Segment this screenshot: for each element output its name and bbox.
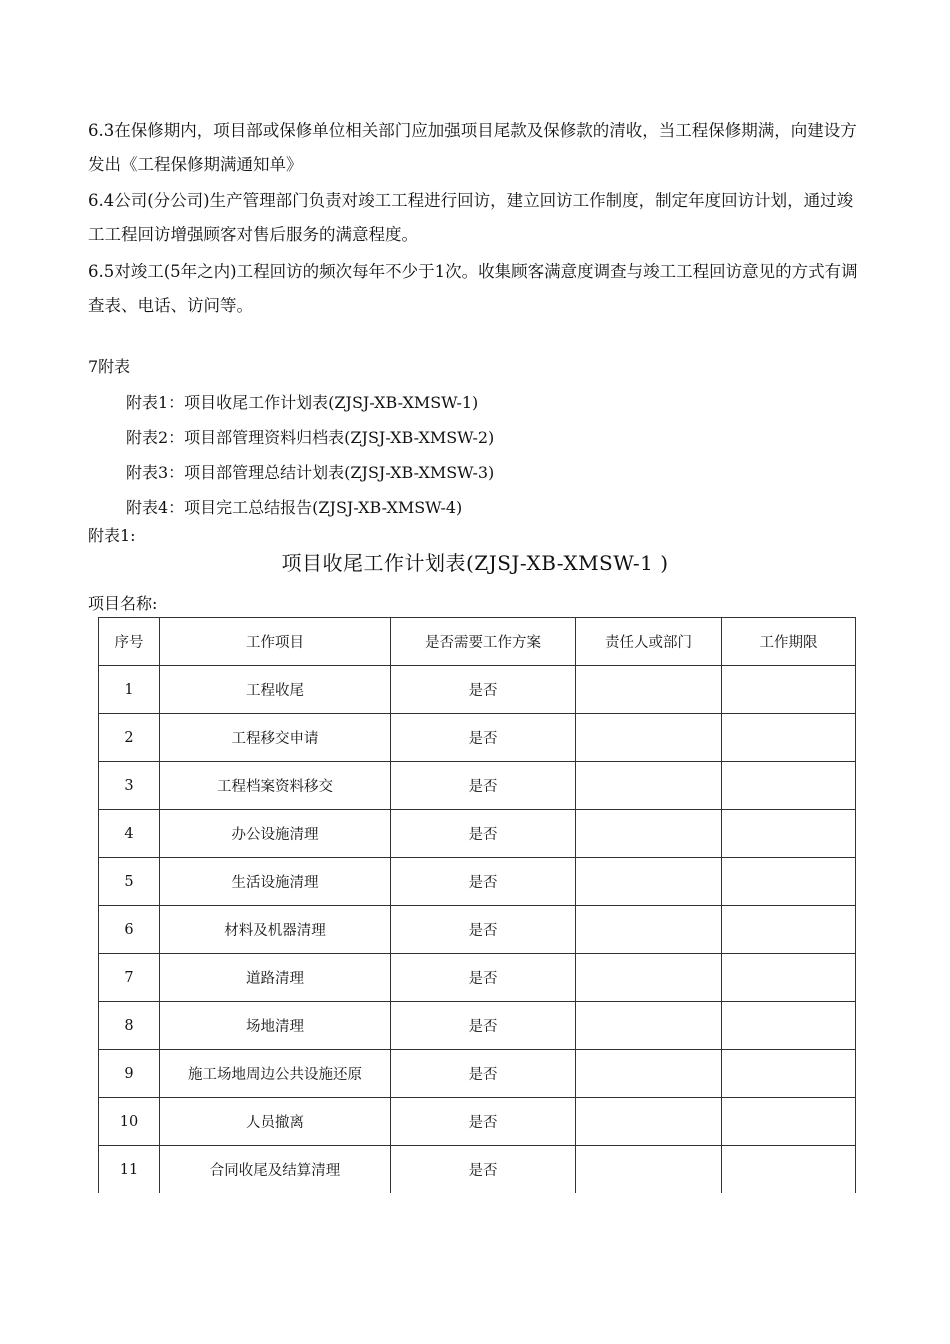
- cell-deadline: [722, 954, 856, 1002]
- cell-deadline: [722, 1146, 856, 1194]
- table-row: [99, 1050, 856, 1098]
- paragraph-6-5: 6.5对竣工(5年之内)工程回访的频次每年不少于1次。收集顾客满意度调查与竣工工程回访意见的方式有调查表、电话、访问等。: [88, 262, 858, 315]
- cell-index: 1: [99, 666, 160, 714]
- cell-responsible: [576, 906, 722, 954]
- cell-task: 工程移交申请: [160, 714, 391, 762]
- cell-task: 合同收尾及结算清理: [160, 1146, 391, 1194]
- cell-plan-required: 是否: [391, 810, 576, 858]
- cell-task: 施工场地周边公共设施还原: [160, 1050, 391, 1098]
- table-row: [99, 714, 856, 762]
- table-row: [99, 666, 856, 714]
- appendix-list-item: 附表2：项目部管理资料归档表(ZJSJ-XB-XMSW-2): [126, 428, 495, 447]
- cell-deadline: [722, 858, 856, 906]
- cell-responsible: [576, 666, 722, 714]
- header-cell-responsible: 责任人或部门: [576, 618, 722, 666]
- cell-task: 材料及机器清理: [160, 906, 391, 954]
- cell-responsible: [576, 1050, 722, 1098]
- cell-deadline: [722, 762, 856, 810]
- cell-index: 10: [99, 1098, 160, 1146]
- table-row: [99, 762, 856, 810]
- cell-task: 工程收尾: [160, 666, 391, 714]
- table-row: [99, 1098, 856, 1146]
- header-cell-plan-required: 是否需要工作方案: [391, 618, 576, 666]
- header-cell-deadline: 工作期限: [722, 618, 856, 666]
- table-row: [99, 1146, 856, 1194]
- appendix-list-item: 附表3：项目部管理总结计划表(ZJSJ-XB-XMSW-3): [126, 463, 495, 482]
- appendix-label: 附表1:: [88, 526, 136, 545]
- appendix-list-item: 附表1：项目收尾工作计划表(ZJSJ-XB-XMSW-1): [126, 393, 479, 412]
- cell-plan-required: 是否: [391, 714, 576, 762]
- table-row: [99, 906, 856, 954]
- cell-plan-required: 是否: [391, 1098, 576, 1146]
- table-row: [99, 858, 856, 906]
- cell-deadline: [722, 1098, 856, 1146]
- cell-responsible: [576, 810, 722, 858]
- table-row: [99, 954, 856, 1002]
- cell-plan-required: 是否: [391, 1146, 576, 1194]
- table-title: 项目收尾工作计划表(ZJSJ-XB-XMSW-1 ): [281, 551, 669, 575]
- cell-responsible: [576, 858, 722, 906]
- cell-task: 工程档案资料移交: [160, 762, 391, 810]
- cell-plan-required: 是否: [391, 858, 576, 906]
- cell-plan-required: 是否: [391, 1050, 576, 1098]
- paragraph-6-3: 6.3在保修期内，项目部或保修单位相关部门应加强项目尾款及保修款的清收，当工程保修期满，向建设方发出《工程保修期满通知单》: [88, 121, 857, 174]
- project-name-label: 项目名称:: [88, 594, 158, 613]
- cell-deadline: [722, 810, 856, 858]
- cell-deadline: [722, 1050, 856, 1098]
- section-7-heading: 7附表: [88, 357, 131, 376]
- header-cell-task: 工作项目: [160, 618, 391, 666]
- cell-task: 办公设施清理: [160, 810, 391, 858]
- cell-index: 3: [99, 762, 160, 810]
- cell-plan-required: 是否: [391, 906, 576, 954]
- cell-responsible: [576, 1098, 722, 1146]
- paragraph-6-4: 6.4公司(分公司)生产管理部门负责对竣工工程进行回访，建立回访工作制度，制定年度回访计划，通过竣工工程回访增强顾客对售后服务的满意程度。: [88, 191, 854, 244]
- cell-plan-required: 是否: [391, 954, 576, 1002]
- cell-responsible: [576, 954, 722, 1002]
- cell-responsible: [576, 1146, 722, 1194]
- cell-task: 人员撤离: [160, 1098, 391, 1146]
- table-row: [99, 1002, 856, 1050]
- table-row: [99, 810, 856, 858]
- cell-index: 8: [99, 1002, 160, 1050]
- cell-index: 2: [99, 714, 160, 762]
- header-cell-index: 序号: [99, 618, 160, 666]
- table-header-row: [99, 618, 856, 666]
- cell-index: 11: [99, 1146, 160, 1194]
- cell-task: 生活设施清理: [160, 858, 391, 906]
- cell-task: 场地清理: [160, 1002, 391, 1050]
- cell-index: 7: [99, 954, 160, 1002]
- cell-responsible: [576, 714, 722, 762]
- appendix-list-item: 附表4：项目完工总结报告(ZJSJ-XB-XMSW-4): [126, 498, 463, 517]
- cell-responsible: [576, 762, 722, 810]
- cell-deadline: [722, 714, 856, 762]
- cell-task: 道路清理: [160, 954, 391, 1002]
- cell-responsible: [576, 1002, 722, 1050]
- cell-deadline: [722, 1002, 856, 1050]
- cell-deadline: [722, 666, 856, 714]
- cell-deadline: [722, 906, 856, 954]
- cell-index: 5: [99, 858, 160, 906]
- cell-index: 4: [99, 810, 160, 858]
- cell-plan-required: 是否: [391, 762, 576, 810]
- cell-plan-required: 是否: [391, 666, 576, 714]
- cell-index: 6: [99, 906, 160, 954]
- closeout-plan-table: [98, 617, 856, 1193]
- cell-index: 9: [99, 1050, 160, 1098]
- cell-plan-required: 是否: [391, 1002, 576, 1050]
- table-body: [99, 666, 856, 1194]
